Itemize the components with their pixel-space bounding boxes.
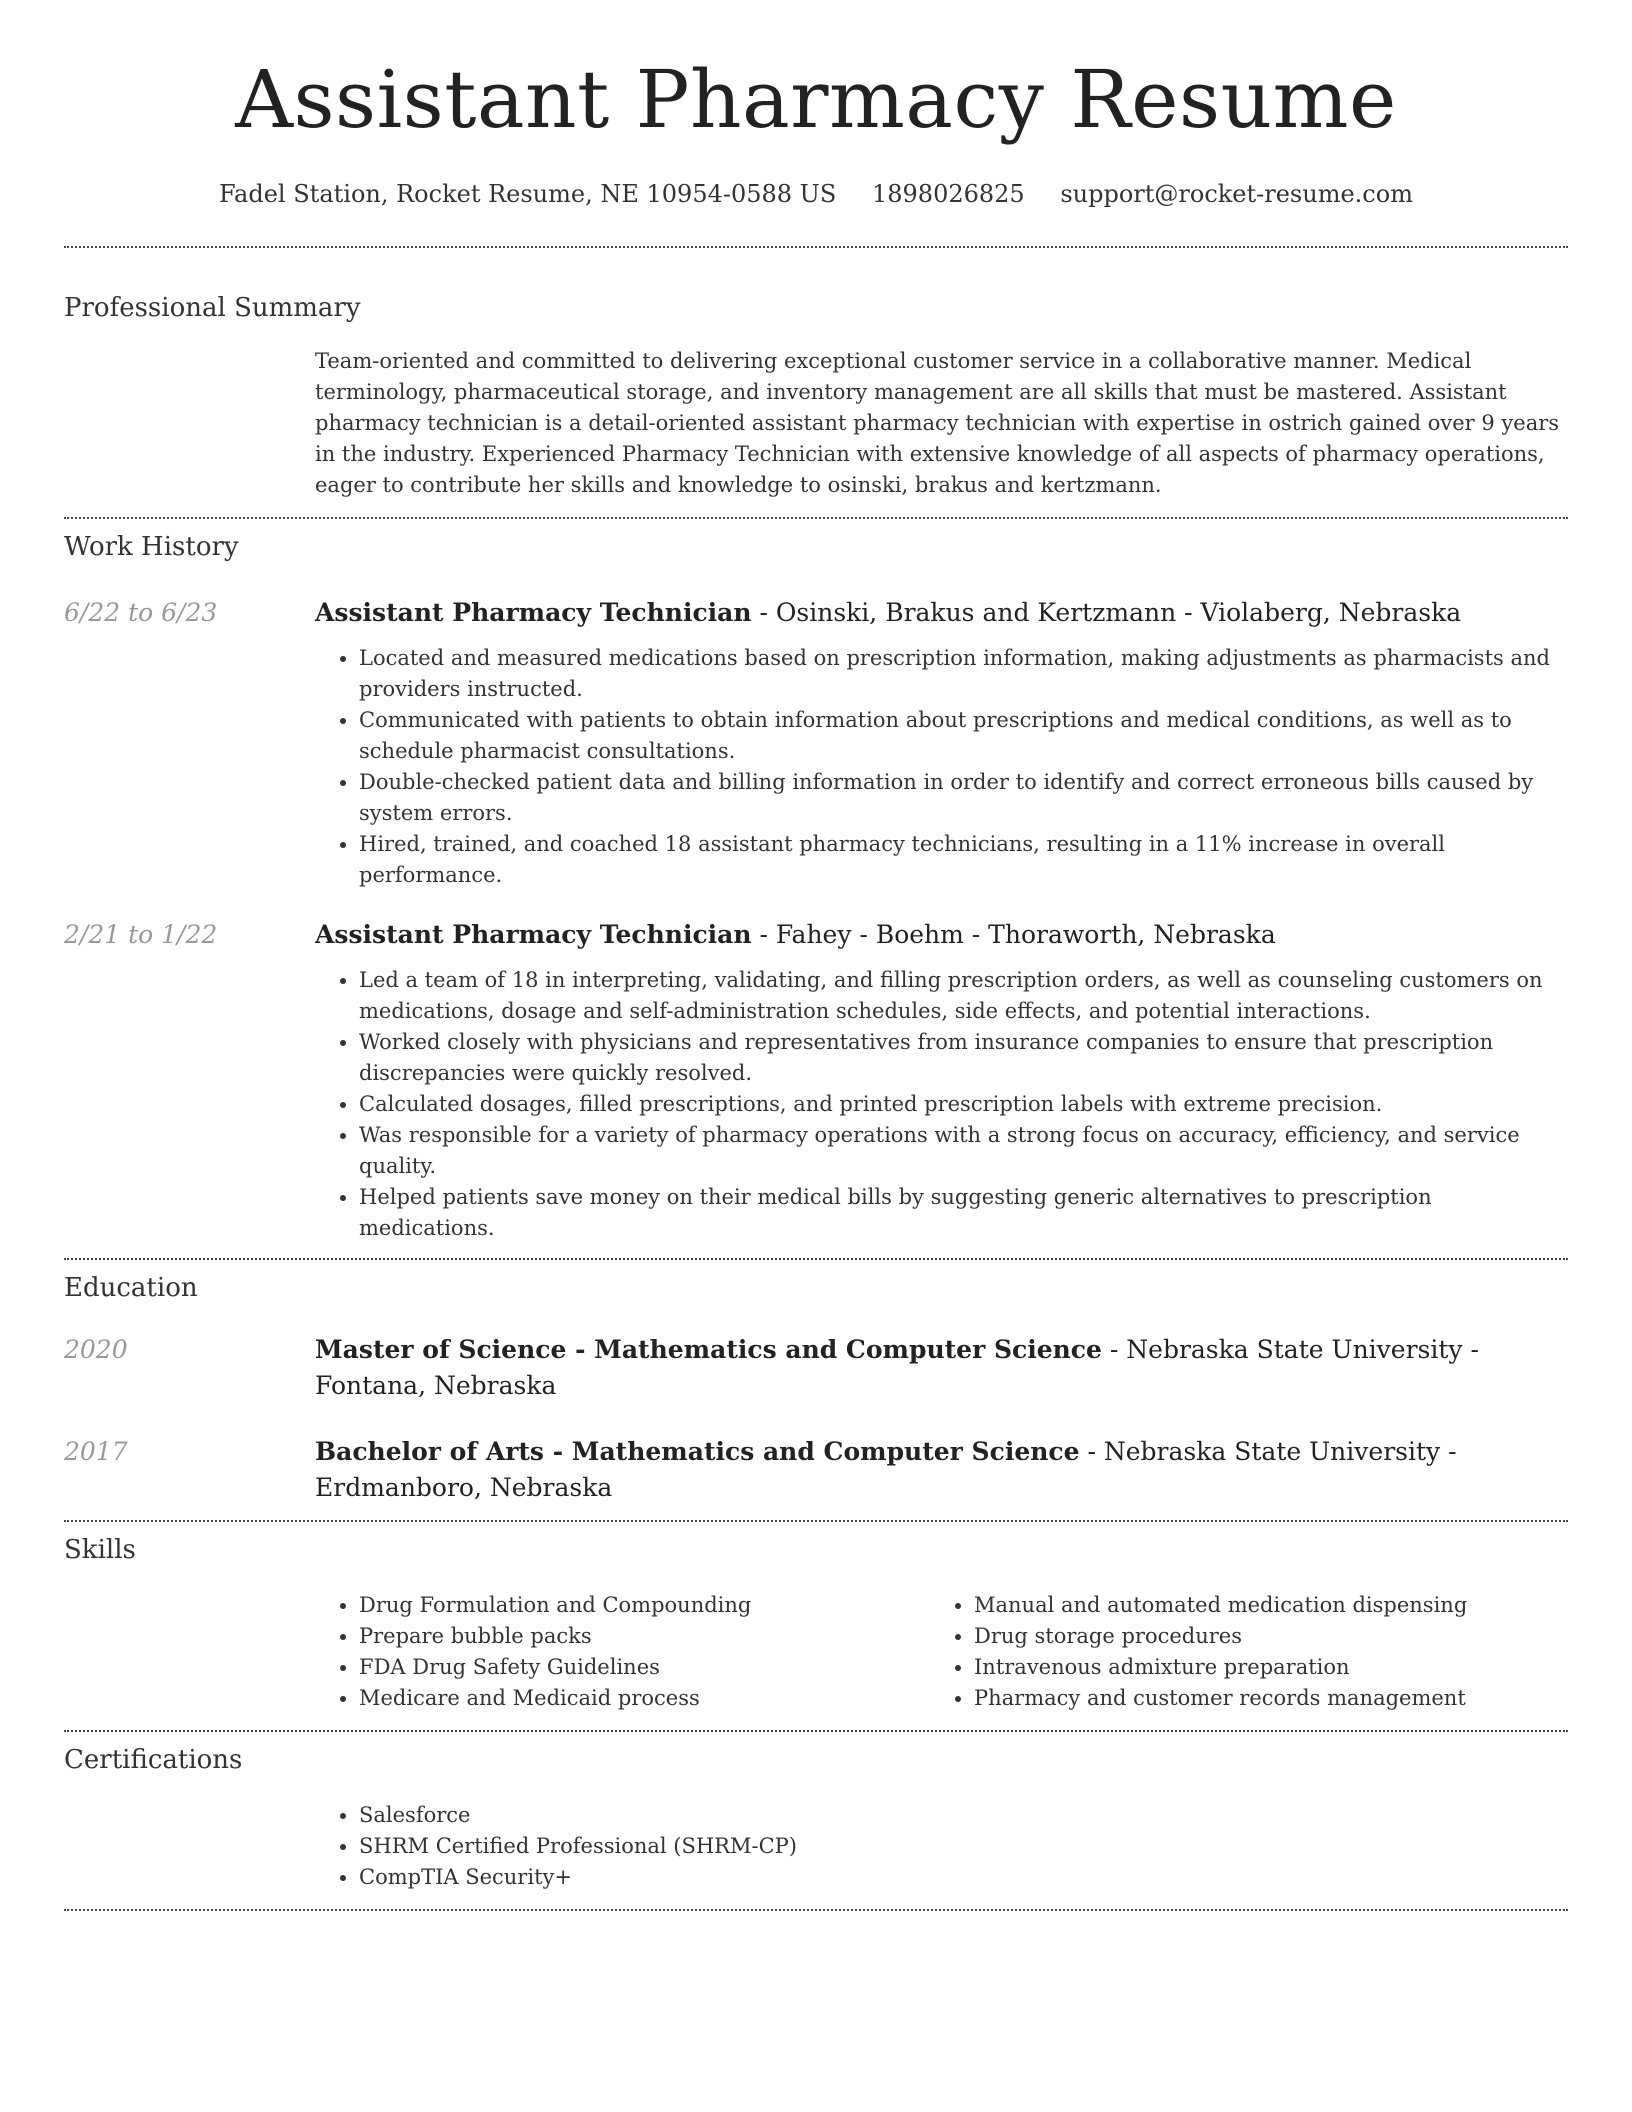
school-info: - Nebraska State University - Fontana, Nebraska (315, 1335, 1479, 1400)
education-entry (64, 1434, 1568, 1506)
work-details (315, 595, 1568, 891)
list-item: • Pharmacy and customer records management (974, 1683, 1545, 1714)
school-info: - Nebraska State University - Erdmanboro, Nebraska (315, 1437, 1457, 1502)
skills-bullets (930, 1590, 1545, 1714)
job-title: Assistant Pharmacy Technician (315, 920, 752, 949)
work-details (315, 917, 1568, 1244)
work-entry (64, 917, 1568, 1244)
contact-phone: 1898026825 (871, 180, 1025, 208)
list-item: • FDA Drug Safety Guidelines (359, 1652, 930, 1683)
list-item: • Medicare and Medicaid process (359, 1683, 930, 1714)
page-title: Assistant Pharmacy Resume (235, 53, 1397, 146)
education-details (315, 1332, 1568, 1404)
contact-email: support@rocket-resume.com (1060, 180, 1413, 208)
list-item: • Was responsible for a variety of pharmacy operations with a strong focus on accuracy, efficiency, and service quality. (359, 1120, 1568, 1182)
work-title-line (315, 595, 1568, 631)
certifications-list (315, 1800, 1568, 1893)
education-title-line (315, 1434, 1568, 1506)
skills-heading: Skills (64, 1535, 136, 1565)
divider (64, 517, 1568, 519)
education-year: 2020 (64, 1335, 128, 1364)
education-title-line (315, 1332, 1568, 1404)
contact-address: Fadel Station, Rocket Resume, NE 10954-0588 US (219, 180, 837, 208)
list-item: • Hired, trained, and coached 18 assistant pharmacy technicians, resulting in a 11% increase in overall performance. (359, 829, 1568, 891)
education-entry (64, 1332, 1568, 1404)
divider (64, 1730, 1568, 1732)
list-item: • Helped patients save money on their medical bills by suggesting generic alternatives to prescription medications. (359, 1182, 1568, 1244)
list-item: • Manual and automated medication dispensing (974, 1590, 1545, 1621)
skills-column-left (315, 1590, 930, 1714)
list-item: • Calculated dosages, filled prescriptions, and printed prescription labels with extreme precision. (359, 1089, 1568, 1120)
list-item: • Drug storage procedures (974, 1621, 1545, 1652)
job-employer: - Osinski, Brakus and Kertzmann - Violaberg, Nebraska (751, 598, 1462, 627)
education-heading: Education (64, 1273, 198, 1303)
summary-text: Team-oriented and committed to delivering exceptional customer service in a collaborative manner. Medical terminology, pharmaceutical storage, and inventory management are all skills that must be mastered. Assistant pharmacy technician is a detail-oriented assistant pharmacy technician with expertise in ostrich gained over 9 years in the industry. Experienced Pharmacy Technician with extensive knowledge of all aspects of pharmacy operations, eager to contribute her skills and knowledge to osinski, brakus and kertzmann. (315, 349, 1560, 497)
work-history-heading: Work History (64, 532, 239, 562)
list-item: • Led a team of 18 in interpreting, validating, and filling prescription orders, as well as counseling customers on medications, dosage and self-administration schedules, side effects, and potential interactions. (359, 965, 1568, 1027)
list-item: • Intravenous admixture preparation (974, 1652, 1545, 1683)
work-dates: 2/21 to 1/22 (64, 920, 218, 949)
work-dates: 6/22 to 6/23 (64, 598, 218, 627)
divider (64, 1520, 1568, 1522)
contact-line (64, 178, 1568, 210)
skills-column-right (930, 1590, 1545, 1714)
work-entry (64, 595, 1568, 891)
divider (64, 1258, 1568, 1260)
divider (64, 246, 1568, 248)
list-item: • Worked closely with physicians and representatives from insurance companies to ensure that prescription discrepancies were quickly resolved. (359, 1027, 1568, 1089)
work-title-line (315, 917, 1568, 953)
work-bullets (315, 965, 1568, 1244)
list-item: • SHRM Certified Professional (SHRM-CP) (359, 1831, 1568, 1862)
certifications-bullets (315, 1800, 1568, 1893)
degree-name: Master of Science - Mathematics and Computer Science (315, 1335, 1102, 1364)
list-item: • Communicated with patients to obtain information about prescriptions and medical conditions, as well as to schedule pharmacist consultations. (359, 705, 1568, 767)
job-title: Assistant Pharmacy Technician (315, 598, 752, 627)
education-details (315, 1434, 1568, 1506)
skills-bullets (315, 1590, 930, 1714)
list-item: • Prepare bubble packs (359, 1621, 930, 1652)
list-item: • Located and measured medications based on prescription information, making adjustments as pharmacists and providers instructed. (359, 643, 1568, 705)
list-item: • Salesforce (359, 1800, 1568, 1831)
divider (64, 1909, 1568, 1911)
list-item: • CompTIA Security+ (359, 1862, 1568, 1893)
list-item: • Drug Formulation and Compounding (359, 1590, 930, 1621)
list-item: • Double-checked patient data and billing information in order to identify and correct erroneous bills caused by system errors. (359, 767, 1568, 829)
job-employer: - Fahey - Boehm - Thoraworth, Nebraska (751, 920, 1276, 949)
work-bullets (315, 643, 1568, 891)
degree-name: Bachelor of Arts - Mathematics and Computer Science (315, 1437, 1080, 1466)
summary-heading: Professional Summary (64, 293, 361, 323)
skills-list (315, 1590, 1568, 1714)
certifications-heading: Certifications (64, 1745, 243, 1775)
education-year: 2017 (64, 1437, 128, 1466)
